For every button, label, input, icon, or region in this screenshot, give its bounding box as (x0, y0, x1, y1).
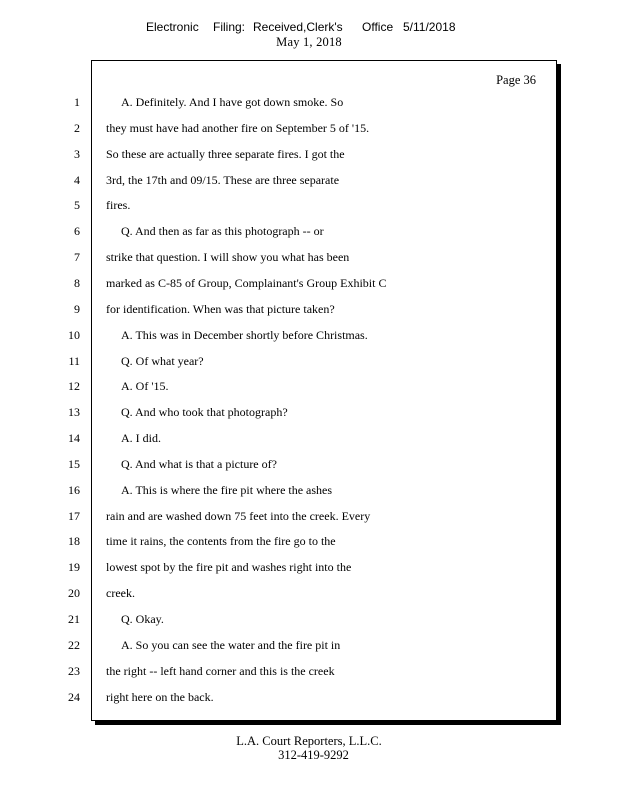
transcript-line: Q. And who took that photograph? (121, 405, 288, 419)
line-number: 11 (68, 354, 80, 368)
transcript-line: A. So you can see the water and the fire pit in (121, 638, 341, 652)
line-number: 21 (68, 612, 80, 626)
line-number: 15 (68, 457, 80, 471)
line-number: 13 (68, 405, 80, 419)
line-number: 14 (68, 431, 80, 445)
transcript-line: rain and are washed down 75 feet into the creek. Every (106, 509, 371, 523)
transcript-line: strike that question. I will show you what has been (106, 250, 350, 264)
transcript-line: So these are actually three separate fires. I got the (106, 147, 345, 161)
filing-office: Office (362, 20, 394, 34)
transcript-line: right here on the back. (106, 690, 214, 704)
filing-received-clerks: Received,Clerk's (253, 20, 343, 34)
footer-company: L.A. Court Reporters, L.L.C. (236, 734, 382, 748)
transcript-line: time it rains, the contents from the fire go to the (106, 534, 336, 548)
transcript-line: Q. And then as far as this photograph -- or (121, 224, 324, 238)
line-number: 5 (74, 198, 80, 212)
transcript-line: the right -- left hand corner and this is the creek (106, 664, 335, 678)
line-number: 7 (74, 250, 80, 264)
transcript-line: lowest spot by the fire pit and washes right into the (106, 560, 352, 574)
transcript-line: Q. Of what year? (121, 354, 204, 368)
filing-electronic: Electronic (146, 20, 199, 34)
transcript-line: Q. Okay. (121, 612, 164, 626)
footer-phone: 312-419-9292 (278, 748, 349, 762)
transcript-line: A. This was in December shortly before Christmas. (121, 328, 368, 342)
line-number: 3 (74, 147, 80, 161)
line-number: 16 (68, 483, 80, 497)
line-number: 12 (68, 379, 80, 393)
line-number: 10 (68, 328, 80, 342)
transcript-line: Q. And what is that a picture of? (121, 457, 277, 471)
transcript-line: A. I did. (121, 431, 161, 445)
line-number: 6 (74, 224, 80, 238)
filing-label: Filing: (213, 20, 246, 34)
line-number: 18 (68, 534, 80, 548)
transcript-line: A. Definitely. And I have got down smoke. So (121, 95, 344, 109)
transcript-date: May 1, 2018 (276, 35, 342, 49)
transcript-line: for identification. When was that picture taken? (106, 302, 335, 316)
line-number: 8 (74, 276, 80, 290)
line-number: 17 (68, 509, 80, 523)
line-number: 24 (68, 690, 80, 704)
page-number: Page 36 (496, 73, 536, 87)
line-number: 19 (68, 560, 80, 574)
line-number: 1 (74, 95, 80, 109)
line-number: 2 (74, 121, 80, 135)
filing-date: 5/11/2018 (403, 20, 456, 34)
line-number: 9 (74, 302, 80, 316)
transcript-line: A. This is where the fire pit where the ashes (121, 483, 333, 497)
transcript-line: creek. (106, 586, 135, 600)
transcript-line: 3rd, the 17th and 09/15. These are three separate (106, 173, 340, 187)
transcript-line: A. Of '15. (121, 379, 169, 393)
transcript-line: they must have had another fire on September 5 of '15. (106, 121, 370, 135)
line-number: 4 (74, 173, 80, 187)
transcript-line: fires. (106, 198, 131, 212)
line-number: 23 (68, 664, 80, 678)
transcript-line: marked as C-85 of Group, Complainant's Group Exhibit C (106, 276, 387, 290)
line-number: 20 (68, 586, 80, 600)
line-number: 22 (68, 638, 80, 652)
